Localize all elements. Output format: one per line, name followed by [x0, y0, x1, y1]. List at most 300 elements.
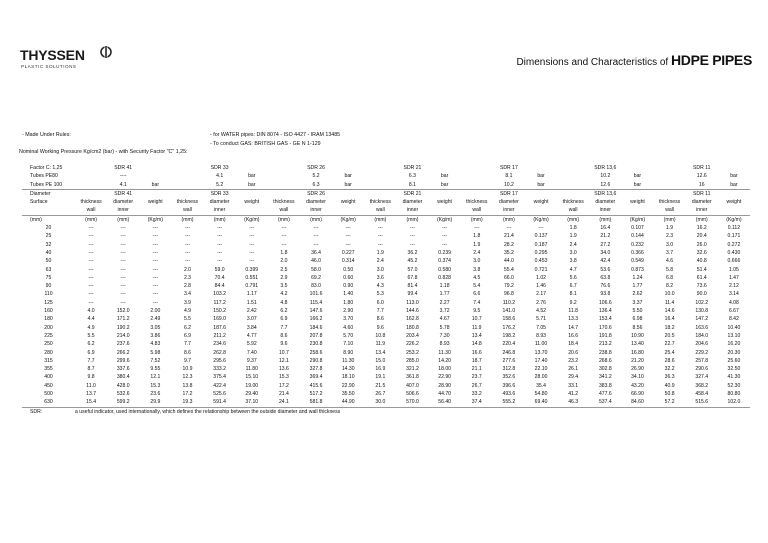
table-cell: 493.6	[502, 391, 516, 398]
table-cell: 13.3	[568, 316, 579, 323]
outer-diameter: 180	[44, 316, 53, 323]
table-cell: 0.60	[343, 274, 354, 281]
outer-diameter: 125	[44, 299, 53, 306]
table-row	[22, 365, 750, 373]
table-cell: 10.7	[471, 316, 482, 323]
bar-unit	[139, 172, 171, 180]
table-cell: 20.5	[664, 332, 675, 339]
table-cell: 1.9	[376, 249, 384, 256]
table-cell: 56.40	[438, 399, 451, 406]
wall-header: wall	[568, 207, 578, 214]
table-cell: 46.3	[568, 399, 579, 406]
table-cell: 0.239	[438, 249, 451, 256]
pe80-pressure: 12.6	[696, 173, 707, 180]
table-cell: 415.6	[309, 382, 323, 389]
weight-header: weight	[533, 199, 549, 206]
table-cell: ---	[249, 233, 255, 240]
table-cell: 3.7	[666, 249, 674, 256]
table-cell: 13.6	[278, 366, 289, 373]
unit-label: (mm)	[171, 215, 203, 224]
table-cell: 2.5	[280, 266, 288, 273]
inner-header: inner	[117, 207, 129, 214]
table-cell: 0.873	[631, 266, 644, 273]
table-cell: 0.171	[727, 233, 741, 240]
table-cell: ---	[152, 299, 158, 306]
table-cell: 66.90	[631, 391, 644, 398]
table-cell: 4.0	[87, 308, 95, 315]
table-cell: 66.0	[503, 274, 514, 281]
table-cell: 58.0	[311, 266, 322, 273]
table-cell: 13.40	[631, 341, 644, 348]
table-cell: 3.05	[150, 324, 161, 331]
spacer-cell	[718, 206, 750, 215]
table-cell: 23.7	[471, 374, 482, 381]
spacer-cell	[525, 164, 557, 172]
table-cell: 40.9	[664, 382, 675, 389]
table-cell: 6.98	[632, 316, 643, 323]
outer-diameter: 450	[44, 382, 53, 389]
table-cell: ---	[281, 241, 287, 248]
unit-label: (mm)	[589, 215, 621, 224]
diameter-header-row	[22, 189, 750, 198]
spacer-cell	[75, 181, 107, 190]
table-cell: ---	[88, 291, 94, 298]
table-cell: 33.2	[471, 391, 482, 398]
table-cell: 22.10	[534, 366, 548, 373]
unit-label: (mm)	[461, 215, 493, 224]
table-cell: 24.1	[278, 399, 289, 406]
spacer-cell	[236, 189, 268, 198]
sdr-name: SDR 13,6	[594, 165, 617, 171]
table-cell: 7.7	[87, 357, 95, 364]
pe80-pressure: 8.1	[505, 173, 513, 180]
table-cell: 0.666	[727, 258, 741, 265]
table-cell: 19.1	[375, 374, 386, 381]
table-cell: 369.4	[309, 374, 323, 381]
table-cell: 37.10	[245, 399, 259, 406]
table-cell: 96.8	[503, 291, 514, 298]
table-cell: ---	[377, 233, 383, 240]
table-cell: ---	[538, 225, 544, 232]
unit-label: (mm)	[493, 215, 525, 224]
weight-header: weight	[340, 199, 356, 206]
table-cell: 2.9	[280, 274, 288, 281]
table-cell: 8.6	[376, 316, 384, 323]
table-cell: 1.18	[439, 283, 450, 290]
inner-header: inner	[503, 207, 515, 214]
table-cell: ---	[281, 233, 287, 240]
table-cell: 517.2	[309, 391, 323, 398]
unit-label: (mm)	[364, 215, 396, 224]
table-cell: 0.453	[534, 258, 548, 265]
table-cell: ---	[152, 274, 158, 281]
table-cell: 5.6	[569, 274, 577, 281]
table-cell: 8.93	[536, 332, 546, 339]
unit-label: (Kg/m)	[718, 215, 750, 224]
table-cell: 67.8	[407, 274, 418, 281]
table-cell: 229.2	[695, 349, 709, 356]
outer-diameter: 400	[44, 374, 53, 381]
table-cell: 26.7	[471, 382, 482, 389]
pe100-pressure: 16	[698, 181, 705, 188]
table-cell: 234.6	[213, 341, 226, 348]
table-cell: 113.0	[406, 299, 419, 306]
table-cell: 10.9	[182, 366, 193, 373]
table-cell: 506.6	[406, 391, 419, 398]
sdr-name: SDR 41	[107, 189, 139, 198]
table-cell: 1.24	[632, 274, 643, 281]
table-cell: 176.2	[502, 324, 516, 331]
table-cell: 0.366	[631, 249, 644, 256]
bar-unit: bar	[344, 181, 352, 188]
table-cell: 15.0	[375, 357, 386, 364]
table-cell: 21.1	[471, 366, 482, 373]
spacer-cell	[621, 164, 653, 172]
table-row	[22, 373, 750, 381]
table-cell: 16.4	[664, 316, 675, 323]
table-cell: 4.2	[280, 291, 288, 298]
table-cell: 4.7	[569, 266, 577, 273]
table-row	[22, 224, 750, 232]
table-cell: 10.40	[727, 324, 741, 331]
pe100-pressure: 4.1	[119, 181, 127, 188]
table-cell: 7.10	[343, 341, 354, 348]
table-cell: 7.7	[376, 308, 384, 315]
table-cell: 44.90	[341, 399, 355, 406]
table-cell: 69.2	[311, 274, 322, 281]
table-cell: 117.2	[213, 299, 226, 306]
table-cell: ---	[249, 225, 255, 232]
table-cell: ---	[88, 283, 94, 290]
table-cell: 11.8	[568, 308, 578, 315]
unit-label: (mm)	[396, 215, 428, 224]
brand-mark-icon	[100, 45, 112, 59]
table-cell: ---	[409, 225, 416, 232]
table-cell: 380.4	[116, 374, 130, 381]
table-cell: 525.6	[213, 391, 226, 398]
table-cell: 285.0	[406, 357, 419, 364]
table-cell: 184.0	[695, 332, 709, 339]
table-cell: 0.187	[534, 241, 548, 248]
table-cell: 147.2	[695, 316, 709, 323]
table-row	[22, 332, 750, 340]
unit-label: (mm)	[268, 215, 300, 224]
spacer-cell	[461, 164, 493, 172]
table-cell: 184.6	[309, 324, 323, 331]
table-cell: 163.6	[695, 324, 709, 331]
column-subheader-row	[22, 206, 750, 215]
unit-label: (mm)	[22, 215, 75, 224]
table-cell: 337.6	[116, 366, 130, 373]
table-cell: ---	[377, 241, 383, 248]
table-cell: 0.551	[245, 274, 259, 281]
column-header-row	[22, 198, 750, 206]
table-cell: 230.8	[309, 341, 323, 348]
table-cell: 2.12	[728, 283, 739, 290]
spacer-cell	[654, 164, 686, 172]
table-cell: 59.0	[214, 266, 225, 273]
table-cell: ---	[217, 225, 223, 232]
table-cell: 29.4	[568, 374, 579, 381]
standards-notes	[19, 131, 742, 157]
table-cell: 81.4	[407, 283, 418, 290]
hdpe-dimensions-table	[22, 164, 750, 416]
inner-header: inner	[406, 207, 419, 214]
spacer-cell	[332, 206, 364, 215]
diameter-header: diameter	[402, 199, 423, 206]
table-cell: 3.0	[666, 241, 674, 248]
table-cell: 23.2	[568, 357, 579, 364]
table-cell: ---	[184, 233, 191, 240]
wall-header: wall	[665, 207, 674, 214]
surface-label: Surface	[30, 199, 48, 206]
table-cell: 1.9	[473, 241, 481, 248]
spacer-cell	[171, 189, 203, 198]
table-cell: 20.30	[727, 349, 741, 356]
inner-header: inner	[696, 207, 708, 214]
table-cell: 18.7	[471, 357, 482, 364]
title-prefix: Dimensions and Characteristics of	[516, 57, 671, 68]
table-cell: 23.6	[150, 391, 161, 398]
unit-label: (Kg/m)	[621, 215, 653, 224]
table-cell: 13.70	[534, 349, 548, 356]
bar-unit: bar	[730, 173, 738, 180]
table-cell: 3.0	[569, 249, 577, 256]
table-cell: ---	[152, 258, 158, 265]
table-cell: 258.6	[309, 349, 323, 356]
table-cell: 290.8	[309, 357, 323, 364]
inner-header: inner	[599, 207, 611, 214]
spacer-cell	[461, 181, 493, 190]
table-cell: ---	[120, 249, 126, 256]
table-cell: 1.46	[536, 283, 546, 290]
sdr-header-row	[22, 164, 750, 172]
table-cell: 102.2	[695, 299, 709, 306]
table-cell: 213.2	[598, 341, 612, 348]
table-cell: ---	[249, 258, 255, 265]
table-cell: 9.7	[183, 357, 192, 364]
table-cell: 16.80	[631, 349, 644, 356]
spacer-cell	[171, 164, 203, 172]
table-row	[22, 299, 750, 307]
table-cell: ---	[152, 225, 158, 232]
spacer-cell	[75, 189, 107, 198]
table-row	[22, 324, 750, 332]
table-cell: 2.0	[183, 266, 192, 273]
table-cell: ---	[184, 249, 191, 256]
table-cell: 101.6	[309, 291, 323, 298]
pe80-pressure: 4.1	[216, 173, 224, 180]
table-cell: 1.80	[343, 299, 354, 306]
table-cell: 26.1	[568, 366, 579, 373]
spacer-cell	[654, 172, 686, 180]
sdr-name: SDR 26	[300, 189, 332, 198]
table-cell: 11.9	[375, 341, 386, 348]
table-cell: 144.6	[406, 308, 419, 315]
spacer-cell	[268, 181, 300, 190]
brand-subtitle: PLASTIC SOLUTIONS	[21, 64, 77, 69]
table-cell: 2.42	[246, 308, 257, 315]
table-cell: 16.4	[600, 225, 611, 232]
table-cell: 2.49	[150, 316, 161, 323]
table-cell: 5.5	[87, 332, 95, 339]
table-cell: ---	[474, 225, 480, 232]
unit-label: (mm)	[686, 215, 718, 224]
table-cell: 110.2	[502, 299, 516, 306]
table-cell: ---	[120, 233, 126, 240]
sdr-name: SDR 21	[403, 165, 422, 171]
table-cell: 57.0	[407, 266, 418, 273]
table-cell: 6.2	[280, 308, 288, 315]
table-cell: 226.2	[406, 341, 419, 348]
table-cell: 29.9	[150, 399, 161, 406]
table-cell: 8.7	[87, 366, 95, 373]
spacer-cell	[236, 164, 268, 172]
made-under-rules: - Made Under Rules:	[22, 132, 71, 138]
gas-standard: - To conduct GAS: BRITISH GAS - GE N 1-129	[210, 140, 321, 147]
table-cell: 158.6	[502, 316, 516, 323]
bar-unit: bar	[151, 181, 160, 188]
table-cell: 4.60	[343, 324, 354, 331]
table-cell: 6.67	[728, 308, 739, 315]
table-cell: 0.549	[631, 258, 644, 265]
sdr-name: SDR 26	[307, 165, 325, 171]
table-cell: 361.8	[406, 374, 419, 381]
table-cell: ---	[152, 266, 158, 273]
thickness-header: thickness	[466, 199, 488, 206]
table-cell: 36.4	[311, 249, 322, 256]
table-cell: 515.6	[695, 399, 709, 406]
outer-diameter: 50	[45, 258, 52, 265]
table-cell: 1.05	[728, 266, 739, 273]
table-cell: ---	[120, 266, 126, 273]
table-cell: 15.3	[278, 374, 289, 381]
table-cell: 599.2	[116, 399, 130, 406]
outer-diameter: 500	[44, 391, 53, 398]
table-cell: ---	[217, 241, 223, 248]
table-cell: 21.4	[278, 391, 289, 398]
outer-diameter: 315	[44, 357, 53, 364]
table-row	[22, 307, 750, 315]
spacer-cell	[621, 189, 653, 198]
table-cell: 26.90	[631, 366, 644, 373]
bar-unit: bar	[633, 181, 642, 188]
table-cell: 14.8	[471, 341, 482, 348]
outer-diameter: 160	[44, 308, 53, 315]
outer-diameter: 40	[45, 249, 52, 256]
table-cell: 3.8	[569, 258, 577, 265]
pe100-pressure: 5.2	[216, 181, 224, 188]
table-cell: 16.6	[471, 349, 482, 356]
table-cell: 7.4	[473, 299, 481, 306]
table-cell: ---	[152, 291, 158, 298]
table-cell: 27.2	[600, 241, 611, 248]
spacer-cell	[525, 206, 557, 215]
table-cell: 83.0	[311, 283, 322, 290]
sdr-name: SDR 21	[396, 189, 428, 198]
thickness-header: thickness	[176, 199, 199, 206]
table-cell: 16.2	[696, 225, 707, 232]
table-cell: 6.7	[569, 283, 577, 290]
table-cell: 1.40	[343, 291, 354, 298]
pe80-pressure: ----	[119, 173, 127, 180]
table-cell: 4.4	[87, 316, 95, 323]
table-row	[22, 232, 750, 240]
table-cell: 302.8	[598, 366, 612, 373]
table-cell: 262.8	[213, 349, 226, 356]
table-cell: 28.2	[503, 241, 514, 248]
table-cell: ---	[152, 249, 158, 256]
table-cell: 30.0	[375, 399, 386, 406]
spacer-cell	[332, 189, 364, 198]
table-cell: 9.6	[280, 341, 288, 348]
table-cell: 6.9	[183, 332, 192, 339]
table-cell: 136.4	[598, 308, 612, 315]
table-cell: 211.2	[213, 332, 226, 339]
table-cell: 29.40	[245, 391, 259, 398]
table-cell: 4.67	[439, 316, 450, 323]
table-cell: 13.7	[86, 391, 97, 398]
table-cell: 1.17	[246, 291, 257, 298]
table-cell: 3.6	[376, 274, 384, 281]
spacer-cell	[171, 172, 203, 180]
table-cell: ---	[217, 258, 223, 265]
table-cell: 0.791	[245, 283, 259, 290]
table-cell: 383.8	[598, 382, 612, 389]
table-cell: 15.4	[86, 399, 97, 406]
table-cell: 180.8	[406, 324, 419, 331]
outer-diameter: 25	[45, 233, 52, 240]
table-cell: 25.4	[664, 349, 675, 356]
table-cell: 34.0	[600, 249, 611, 256]
table-cell: 0.112	[727, 225, 741, 232]
table-cell: 11.9	[471, 324, 482, 331]
table-cell: 14.20	[438, 357, 451, 364]
table-cell: 1.8	[569, 225, 577, 232]
table-cell: 7.40	[246, 349, 257, 356]
table-cell: 3.84	[246, 324, 257, 331]
table-cell: 36.2	[407, 249, 418, 256]
table-row	[22, 398, 750, 407]
table-cell: 51.4	[696, 266, 707, 273]
table-cell: 0.374	[438, 258, 451, 265]
table-cell: ---	[120, 258, 126, 265]
table-cell: 8.6	[280, 332, 288, 339]
table-cell: 14.6	[664, 308, 675, 315]
table-cell: ---	[313, 225, 319, 232]
thyssen-logo	[20, 43, 110, 73]
table-cell: ---	[184, 225, 191, 232]
table-cell: 204.6	[695, 341, 709, 348]
table-cell: 28.90	[438, 382, 451, 389]
table-cell: 1.51	[246, 299, 257, 306]
table-cell: ---	[184, 241, 191, 248]
sdr-name: SDR 33	[204, 189, 236, 198]
table-cell: 5.5	[183, 316, 192, 323]
table-cell: 13.8	[182, 382, 193, 389]
spacer-cell	[557, 189, 589, 198]
table-cell: 257.8	[695, 357, 709, 364]
spacer-cell	[557, 172, 589, 180]
table-cell: 11.00	[534, 341, 548, 348]
table-cell: 10.90	[631, 332, 644, 339]
table-cell: 0.144	[631, 233, 644, 240]
table-row	[22, 290, 750, 298]
sdr-name: SDR 11	[686, 189, 718, 198]
weight-header: weight	[437, 199, 452, 206]
table-cell: 18.4	[568, 341, 579, 348]
outer-diameter: 110	[44, 291, 53, 298]
